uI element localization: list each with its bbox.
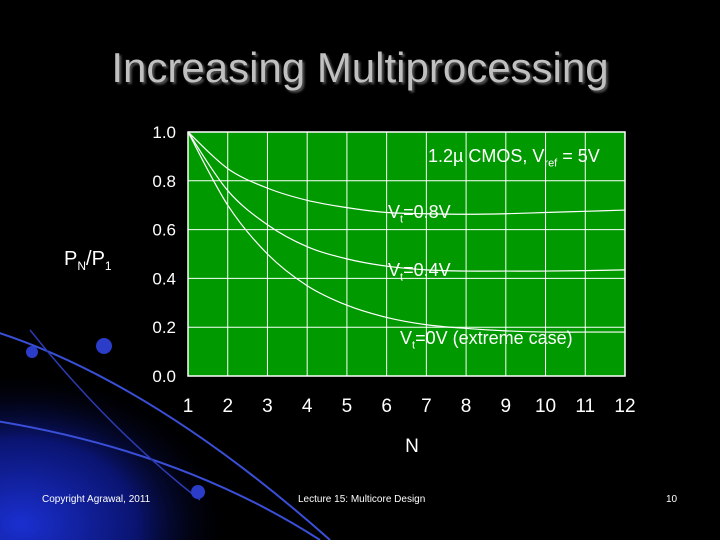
y-tick-label-4: 0.6 xyxy=(152,220,176,240)
x-tick-label-3: 3 xyxy=(262,396,273,417)
x-tick-label-1: 1 xyxy=(182,396,194,417)
y-tick-label-1: 0.0 xyxy=(152,367,176,386)
annotation-vt-0: $V_t=0V$ (extreme case) xyxy=(400,328,573,352)
y-tick-label-2: 0.2 xyxy=(152,318,176,338)
y-tick-label-5: 0.8 xyxy=(152,171,176,191)
x-tick-label-4: 4 xyxy=(301,396,313,417)
x-tick-label-11: 11 xyxy=(575,396,596,417)
x-tick-label-9: 9 xyxy=(500,396,512,417)
x-tick-label-2: 2 xyxy=(222,396,234,417)
x-tick-label-6: 6 xyxy=(381,396,392,417)
slide-title: Increasing Multiprocessing xyxy=(111,44,609,91)
footer-page-number: 10 xyxy=(666,494,678,505)
footer-lecture: Lecture 15: Multicore Design xyxy=(298,494,426,505)
x-tick-label-10: 10 xyxy=(534,396,557,417)
annotation-vt-0-8: $V_t=0.8V$ xyxy=(388,202,451,226)
annotation-header: 1.2µ CMOS, $V_{ref} = 5V$ xyxy=(428,146,600,170)
x-tick-label-5: 5 xyxy=(341,396,353,417)
x-tick-label-12: 12 xyxy=(614,396,636,417)
x-axis-label: N xyxy=(405,436,419,457)
y-tick-label-3: 0.4 xyxy=(152,269,176,289)
y-axis-label: $P_N/P_1$ xyxy=(64,248,112,273)
y-tick-label-6: 1.0 xyxy=(152,123,176,142)
footer-copyright: Copyright Agrawal, 2011 xyxy=(42,494,151,505)
x-tick-label-8: 8 xyxy=(460,396,472,417)
annotation-vt-0-4: $V_t=0.4V$ xyxy=(388,260,451,284)
x-tick-label-7: 7 xyxy=(421,396,432,417)
